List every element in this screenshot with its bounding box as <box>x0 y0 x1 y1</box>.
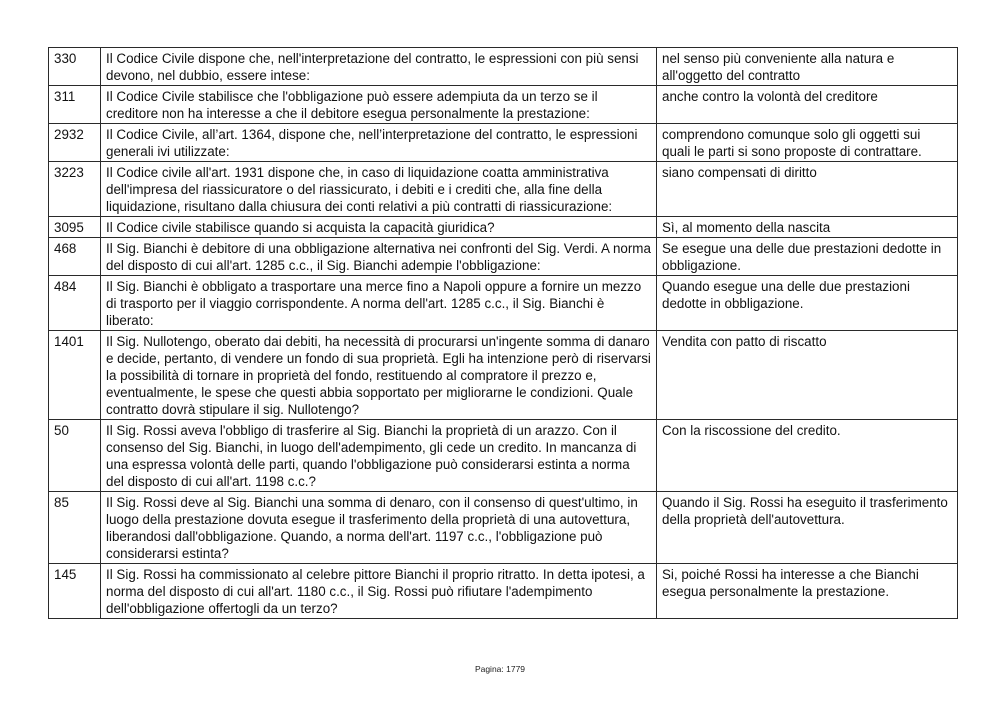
table-row <box>49 331 958 420</box>
question-text: Il Sig. Rossi ha commissionato al celebre pittore Bianchi il proprio ritratto. In detta ipotesi, a norma del disposto di cui all'art. 1180 c.c., il Sig. Rossi può rifiutare l'adempimento dell'obbligazione offertogli da un terzo? <box>101 564 657 619</box>
question-id: 468 <box>49 238 101 276</box>
table-row <box>49 564 958 619</box>
answer-text: Quando il Sig. Rossi ha eseguito il trasferimento della proprietà dell'autovettura. <box>657 492 958 564</box>
table-row <box>49 420 958 492</box>
question-text: Il Sig. Rossi deve al Sig. Bianchi una somma di denaro, con il consenso di quest'ultimo, in luogo della prestazione dovuta esegue il trasferimento della proprietà di una autovettura, liberandosi dall'obbligazione. Quando, a norma dell'art. 1197 c.c., l'obbligazione può considerarsi estinta? <box>101 492 657 564</box>
question-id: 484 <box>49 276 101 331</box>
answer-text: Quando esegue una delle due prestazioni dedotte in obbligazione. <box>657 276 958 331</box>
question-text: Il Sig. Bianchi è obbligato a trasportare una merce fino a Napoli oppure a fornire un mezzo di trasporto per il viaggio corrispondente. A norma dell'art. 1285 c.c., il Sig. Bianchi è liberato: <box>101 276 657 331</box>
answer-text: comprendono comunque solo gli oggetti sui quali le parti si sono proposte di contrattare. <box>657 124 958 162</box>
answer-text: siano compensati di diritto <box>657 162 958 217</box>
answer-text: Si, poiché Rossi ha interesse a che Bianchi esegua personalmente la prestazione. <box>657 564 958 619</box>
table-row <box>49 238 958 276</box>
question-text: Il Codice Civile dispone che, nell'interpretazione del contratto, le espressioni con più sensi devono, nel dubbio, essere intese: <box>101 48 657 86</box>
question-text: Il Codice civile all'art. 1931 dispone che, in caso di liquidazione coatta amministrativa dell'impresa del riassicuratore o del riassicurato, i debiti e i crediti che, alla fine della liquidazione, risultano dalla chiusura dei conti relativi a più contratti di riassicurazione: <box>101 162 657 217</box>
page-number: Pagina: 1779 <box>474 664 526 674</box>
question-table <box>48 47 958 619</box>
question-text: Il Codice Civile stabilisce che l'obbligazione può essere adempiuta da un terzo se il creditore non ha interesse a che il debitore esegua personalmente la prestazione: <box>101 86 657 124</box>
question-text: Il Codice Civile, all’art. 1364, dispone che, nell’interpretazione del contratto, le espressioni generali ivi utilizzate: <box>101 124 657 162</box>
question-text: Il Codice civile stabilisce quando si acquista la capacità giuridica? <box>101 217 657 238</box>
table-row <box>49 217 958 238</box>
question-text: Il Sig. Rossi aveva l'obbligo di trasferire al Sig. Bianchi la proprietà di un arazzo. Con il consenso del Sig. Bianchi, in luogo dell'adempimento, gli cede un credito. In mancanza di una espressa volontà delle parti, quando l'obbligazione può considerarsi estinta a norma del disposto di cui all'art. 1198 c.c.? <box>101 420 657 492</box>
question-id: 50 <box>49 420 101 492</box>
table-row <box>49 124 958 162</box>
question-id: 85 <box>49 492 101 564</box>
table-row <box>49 492 958 564</box>
question-id: 1401 <box>49 331 101 420</box>
answer-text: anche contro la volontà del creditore <box>657 86 958 124</box>
table-row <box>49 86 958 124</box>
question-text: Il Sig. Nullotengo, oberato dai debiti, ha necessità di procurarsi un'ingente somma di danaro e decide, pertanto, di vendere un fondo di sua proprietà. Egli ha intenzione però di riservarsi la possibilità di tornare in proprietà del fondo, restituendo al compratore il prezzo e, eventualmente, le spese che questi abbia sopportato per migliorarne le condizioni. Quale contratto dovrà stipulare il sig. Nullotengo? <box>101 331 657 420</box>
table-row <box>49 276 958 331</box>
answer-text: Con la riscossione del credito. <box>657 420 958 492</box>
answer-text: nel senso più conveniente alla natura e all'oggetto del contratto <box>657 48 958 86</box>
answer-text: Sì, al momento della nascita <box>657 217 958 238</box>
question-id: 3095 <box>49 217 101 238</box>
question-text: Il Sig. Bianchi è debitore di una obbligazione alternativa nei confronti del Sig. Verdi. A norma del disposto di cui all'art. 1285 c.c., il Sig. Bianchi adempie l'obbligazione: <box>101 238 657 276</box>
question-id: 145 <box>49 564 101 619</box>
table-row <box>49 162 958 217</box>
question-id: 2932 <box>49 124 101 162</box>
question-id: 330 <box>49 48 101 86</box>
answer-text: Vendita con patto di riscatto <box>657 331 958 420</box>
table-row <box>49 48 958 86</box>
question-id: 3223 <box>49 162 101 217</box>
question-id: 311 <box>49 86 101 124</box>
answer-text: Se esegue una delle due prestazioni dedotte in obbligazione. <box>657 238 958 276</box>
